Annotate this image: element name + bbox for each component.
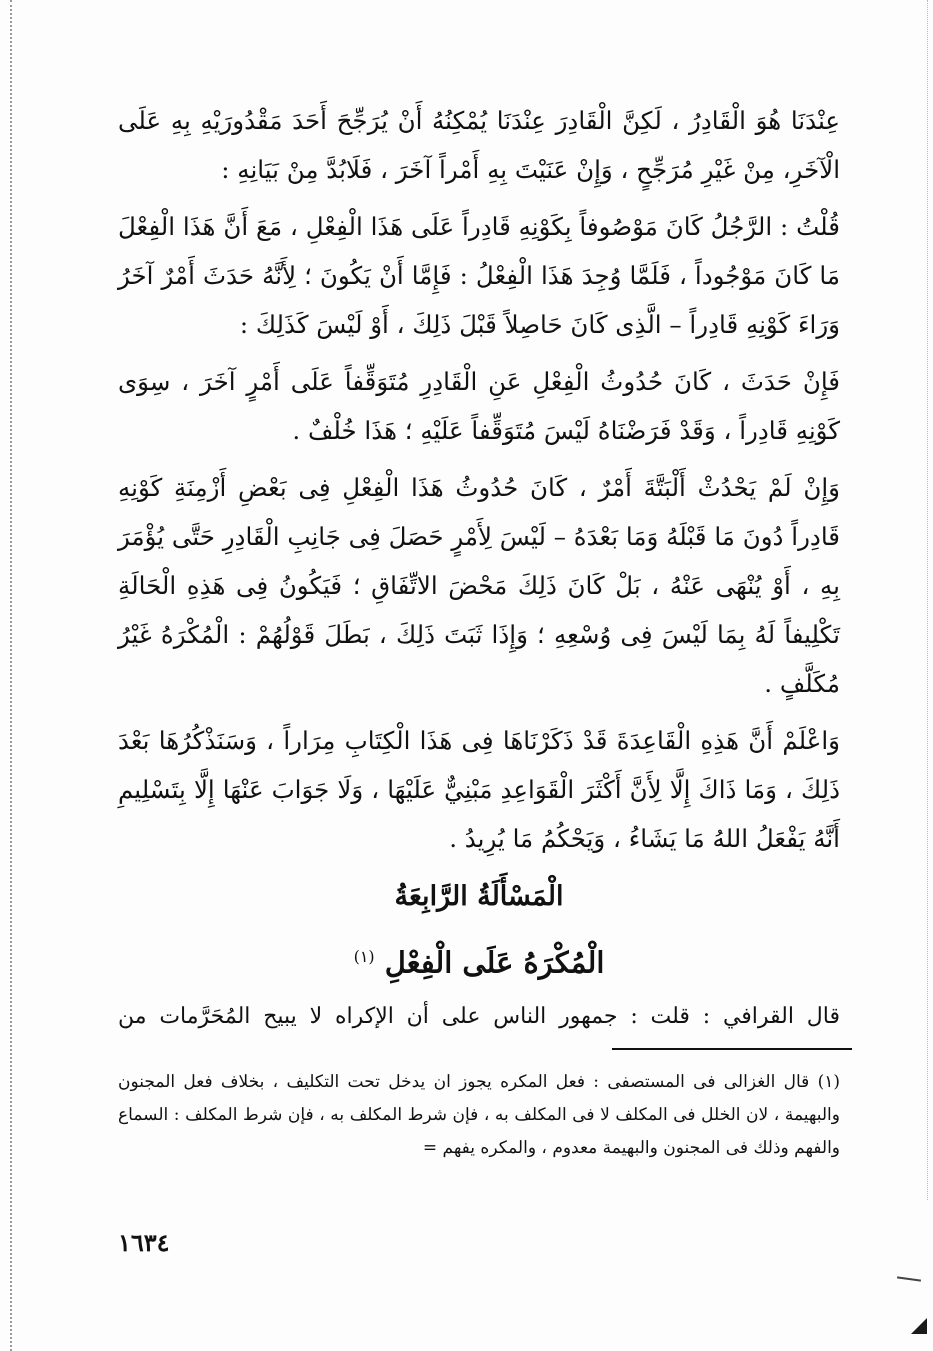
page-number: ١٦٣٤ <box>118 1228 170 1257</box>
subheading-text: الْمُكْرَهُ عَلَى الْفِعْلِ <box>384 945 605 980</box>
main-text <box>118 96 840 871</box>
footnote-reference: (١) <box>353 947 375 966</box>
paragraph-4: وَإِنْ لَمْ يَحْدُثْ أَلْبَتَّةَ أَمْرٌ ، كَانَ حُدُوثُ هَذَا الْفِعْلِ فِى بَعْضِ أَزْمِنَةِ كَوْنِهِ قَادِراً دُونَ مَا قَبْلَهُ وَمَا بَعْدَهُ – لَيْسَ لِأَمْرٍ حَصَلَ فِى جَانِبِ الْقَادِرِ حَتَّى يُؤْمَرَ بِهِ ، أَوْ يُنْهَى عَنْهُ ، بَلْ كَانَ ذَلِكَ مَحْضَ الاتِّفَاقِ ؛ فَيَكُونُ فِى هَذِهِ الْحَالَةِ تَكْلِيفاً لَهُ بِمَا لَيْسَ فِى وُسْعِهِ ؛ وَإِذَا ثَبَتَ ذَلِكَ ، بَطَلَ قَوْلُهُمْ : الْمُكْرَهُ غَيْرُ مُكَلَّفٍ . <box>118 473 840 698</box>
footnote-divider <box>612 1048 852 1050</box>
scan-edge-left <box>10 0 12 1351</box>
paragraph-6: قال القرافي : قلت : جمهور الناس على أن الإكراه لا يبيح المُحَرَّمات من <box>118 1004 840 1029</box>
paragraph-5: وَاعْلَمْ أَنَّ هَذِهِ الْقَاعِدَةَ قَدْ ذَكَرْنَاهَا فِى هَذَا الْكِتَابِ مِرَاراً ، وَسَنَذْكُرُهَا بَعْدَ ذَلِكَ ، وَمَا ذَاكَ إِلَّا لِأَنَّ أَكْثَرَ الْقَوَاعِدِ مَبْنِيٌّ عَلَيْهَا ، وَلَا جَوَابَ عَنْهَا إِلَّا بِتَسْلِيمِ أَنَّهُ يَفْعَلُ اللهُ مَا يَشَاءُ ، وَيَحْكُمُ مَا يُرِيدُ . <box>118 726 840 853</box>
footnote-1: (١) قال الغزالى فى المستصفى : فعل المكره يجوز ان يدخل تحت التكليف ، بخلاف فعل المجنون والبهيمة ، لان الخلل فى المكلف لا فى المكلف به ، فإن شرط المكلف به ، فإن شرط المكلف : السماع والفهم وذلك فى المجنون والبهيمة معدوم ، والمكره يفهم = <box>118 1072 840 1158</box>
scan-artifact-line <box>897 1276 921 1281</box>
section-heading: الْمَسْأَلَةُ الرَّابِعَةُ <box>394 881 564 912</box>
scan-edge-right <box>927 0 928 1200</box>
paragraph-3: فَإِنْ حَدَثَ ، كَانَ حُدُوثُ الْفِعْلِ عَنِ الْقَادِرِ مُتَوَقِّفاً عَلَى أَمْرٍ آخَرَ ، سِوَى كَوْنِهِ قَادِراً ، وَقَدْ فَرَضْنَاهُ لَيْسَ مُتَوَقِّفاً عَلَيْهِ ؛ هَذَا خُلْفٌ . <box>118 367 840 445</box>
paragraph-1: عِنْدَنَا هُوَ الْقَادِرُ ، لَكِنَّ الْقَادِرَ عِنْدَنَا يُمْكِنُهُ أَنْ يُرَجِّحَ أَحَدَ مَقْدُورَيْهِ بِهِ عَلَى الْآخَرِ، مِنْ غَيْرِ مُرَجِّحٍ ، وَإِنْ عَنَيْتَ بِهِ أَمْراً آخَرَ ، فَلَابُدَّ مِنْ بَيَانِهِ : <box>118 106 840 184</box>
section-subheading <box>118 930 840 990</box>
scan-corner-mark <box>911 1318 927 1334</box>
paragraph-2: قُلْتُ : الرَّجُلُ كَانَ مَوْصُوفاً بِكَوْنِهِ قَادِراً عَلَى هَذَا الْفِعْلِ ، مَعَ أَنَّ هَذَا الْفِعْلَ مَا كَانَ مَوْجُوداً ، فَلَمَّا وُجِدَ هَذَا الْفِعْلُ : فَإِمَّا أَنْ يَكُونَ ؛ لِأَنَّهُ حَدَثَ أَمْرٌ آخَرُ وَرَاءَ كَوْنِهِ قَادِراً – الَّذِى كَانَ حَاصِلاً قَبْلَ ذَلِكَ ، أَوْ لَيْسَ كَذَلِكَ : <box>118 212 840 339</box>
